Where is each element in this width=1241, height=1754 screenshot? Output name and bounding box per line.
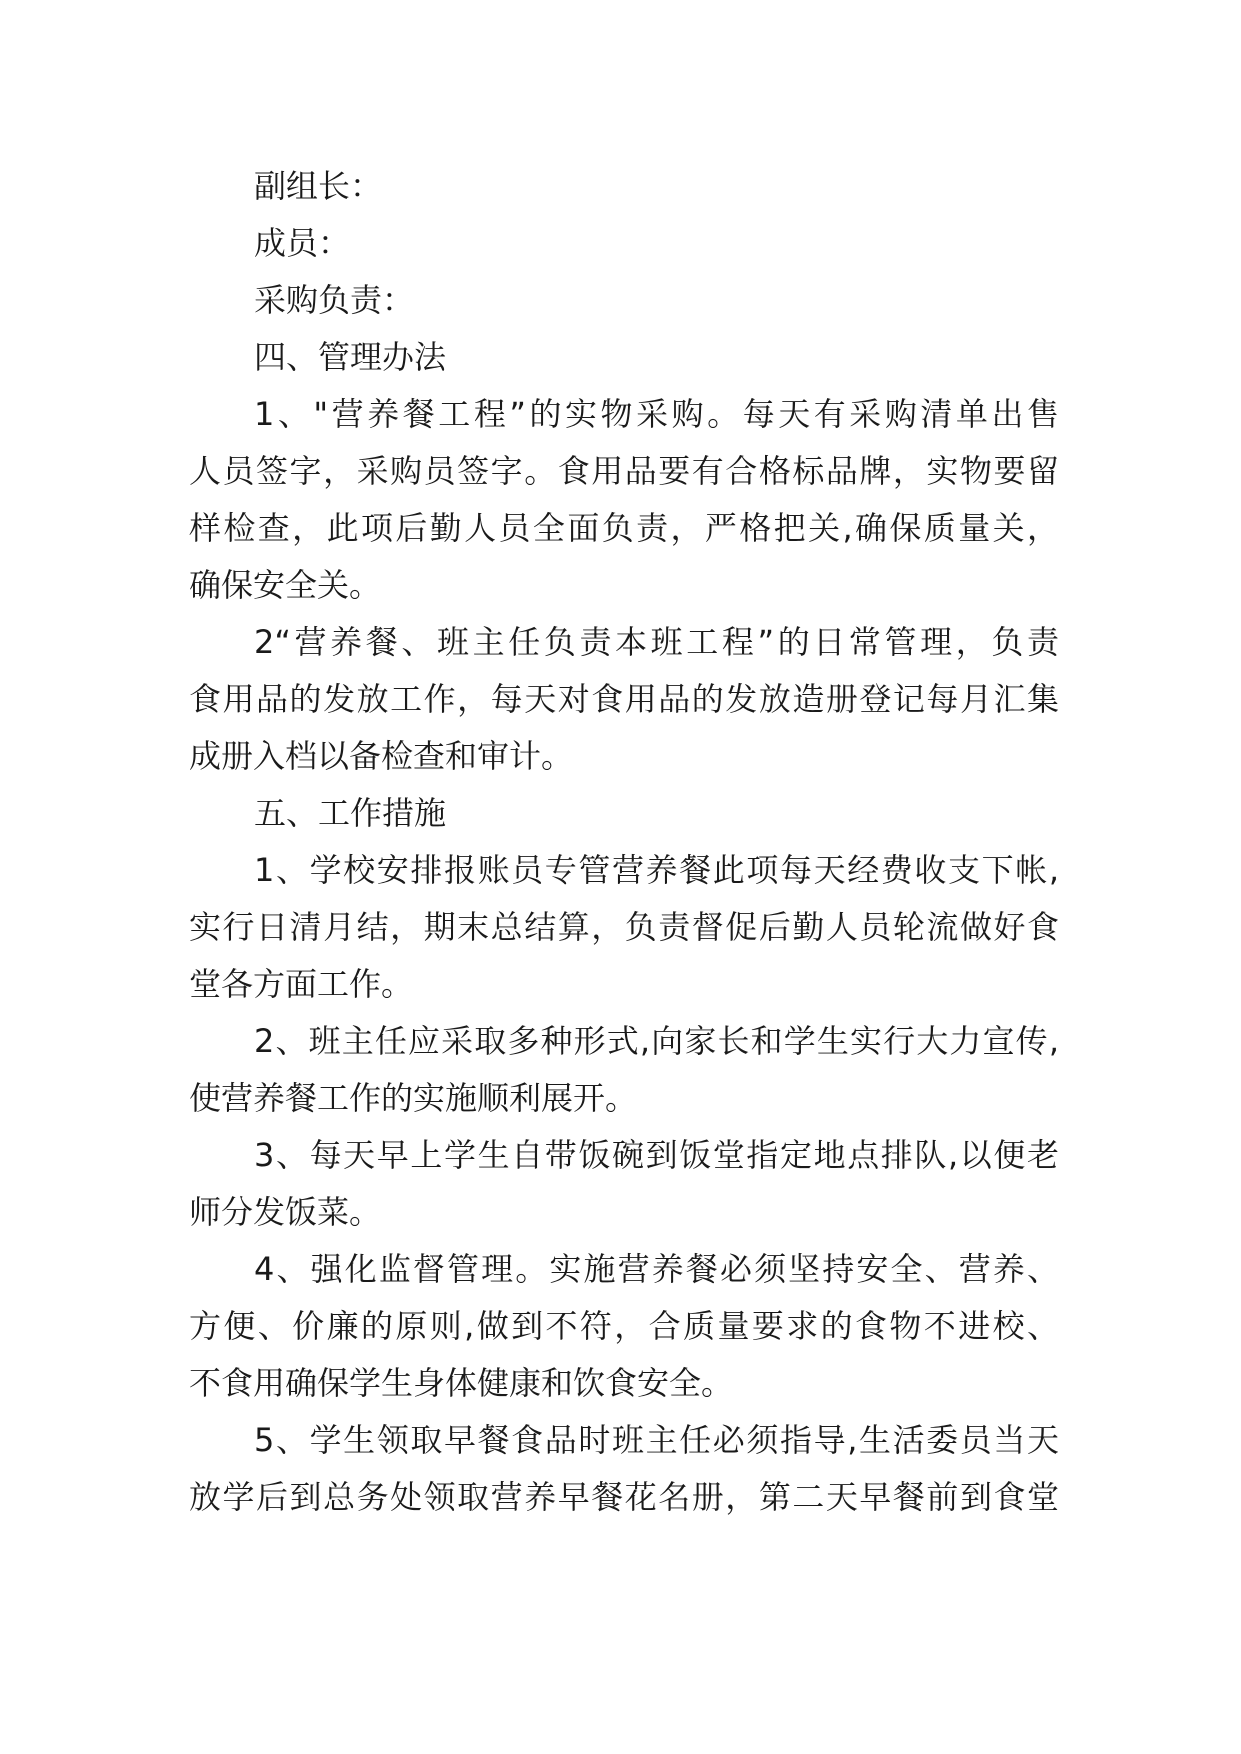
text-line: 采购负责： (254, 281, 415, 319)
section-heading: 四、管理办法 (254, 338, 447, 376)
text-line: 实行日清月结，期末总结算，负责督促后勤人员轮流做好食 (189, 908, 1059, 946)
text-line: 样检查，此项后勤人员全面负责，严格把关,确保质量关， (189, 509, 1059, 547)
text-line: 副组长： (254, 167, 383, 205)
text-line: 5、学生领取早餐食品时班主任必须指导,生活委员当天 (254, 1421, 1059, 1459)
text-line: 成员： (254, 224, 351, 262)
text-line: 食用品的发放工作，每天对食用品的发放造册登记每月汇集 (189, 680, 1059, 718)
text-line: 1、学校安排报账员专管营养餐此项每天经费收支下帐, (254, 851, 1059, 889)
text-line: 成册入档以备检查和审计。 (189, 737, 574, 775)
text-line: 方便、价廉的原则,做到不符，合质量要求的食物不进校、 (189, 1307, 1059, 1345)
text-line: 2、班主任应采取多种形式,向家长和学生实行大力宣传, (254, 1022, 1059, 1060)
text-line: 2“营养餐、班主任负责本班工程”的日常管理，负责 (254, 623, 1059, 661)
text-line: 师分发饭菜。 (189, 1193, 382, 1231)
text-line: 使营养餐工作的实施顺利展开。 (189, 1079, 638, 1117)
text-line: 堂各方面工作。 (189, 965, 414, 1003)
section-heading: 五、工作措施 (254, 794, 447, 832)
text-line: 3、每天早上学生自带饭碗到饭堂指定地点排队,以便老 (254, 1136, 1059, 1174)
text-line: 4、强化监督管理。实施营养餐必须坚持安全、营养、 (254, 1250, 1059, 1288)
text-line: 放学后到总务处领取营养早餐花名册，第二天早餐前到食堂 (189, 1478, 1059, 1516)
text-line: 1、"营养餐工程”的实物采购。每天有采购清单出售 (254, 395, 1059, 433)
text-line: 不食用确保学生身体健康和饮食安全。 (189, 1364, 734, 1402)
text-line: 确保安全关。 (189, 566, 382, 604)
text-line: 人员签字，采购员签字。食用品要有合格标品牌，实物要留 (189, 452, 1059, 490)
